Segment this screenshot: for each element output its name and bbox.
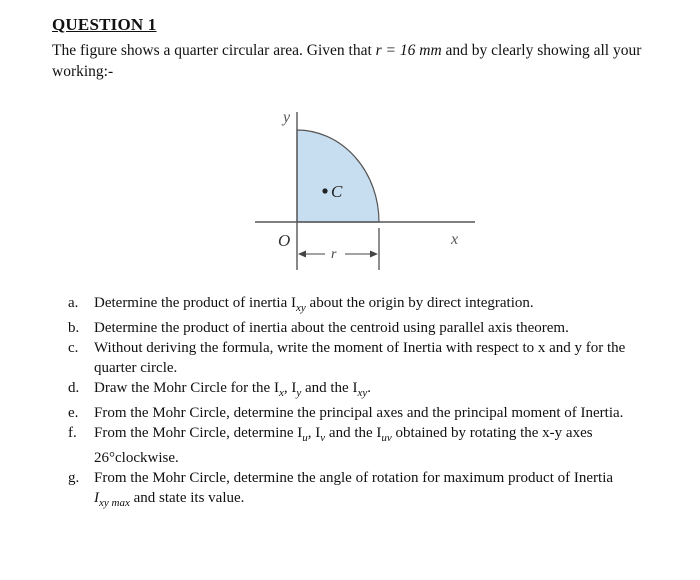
radius-arrowhead-right (370, 251, 378, 258)
intro-line-1: The figure shows a quarter circular area. Given that r = 16 mm and by clearly showing all your (52, 42, 642, 59)
quarter-circle-figure (245, 100, 485, 280)
centroid-dot (322, 188, 327, 193)
radius-value: r = 16 mm (375, 42, 442, 59)
question-a: a. Determine the product of inertia $I_{xy}$ about the origin by direct integration. (68, 295, 534, 314)
question-marker: a. (68, 295, 79, 311)
question-b: b. Determine the product of inertia about the centroid using parallel axis theorem. (68, 320, 569, 336)
question-f: f. From the Mohr Circle, determine $I_u$, $I_v$ and the $I_{uv}$ obtained by rotating the x-y axes 26°clockwise. (68, 425, 593, 466)
question-e: e. From the Mohr Circle, determine the principal axes and the principal moment of Inertia. (68, 405, 624, 421)
question-marker: d. (68, 380, 80, 396)
question-marker: c. (68, 340, 79, 356)
x-axis-label: x (451, 231, 459, 248)
y-axis-label: y (283, 109, 291, 126)
question-marker: f. (68, 425, 77, 441)
question-marker: b. (68, 320, 80, 336)
question-list (68, 293, 668, 513)
question-marker: g. (68, 470, 80, 486)
origin-label: O (278, 231, 291, 250)
quarter-circle-area (297, 130, 379, 222)
radius-label: r (331, 247, 337, 262)
question-c: c. Without deriving the formula, write the moment of Inertia with respect to x and y for the quarter circle. (68, 340, 626, 376)
centroid-label: C (331, 182, 343, 201)
question-marker: e. (68, 405, 79, 421)
question-g: g. From the Mohr Circle, determine the angle of rotation for maximum product of Inertia $I_{xy max}$ and state its value. (68, 470, 614, 509)
question-heading: QUESTION 1 (52, 15, 157, 34)
question-d: d. Draw the Mohr Circle for the $I_x$, $I_y$ and the $I_{xy}$. (68, 380, 371, 399)
radius-arrowhead-left (298, 251, 306, 258)
intro-paragraph (52, 40, 672, 82)
intro-line-2: working:- (52, 63, 114, 80)
